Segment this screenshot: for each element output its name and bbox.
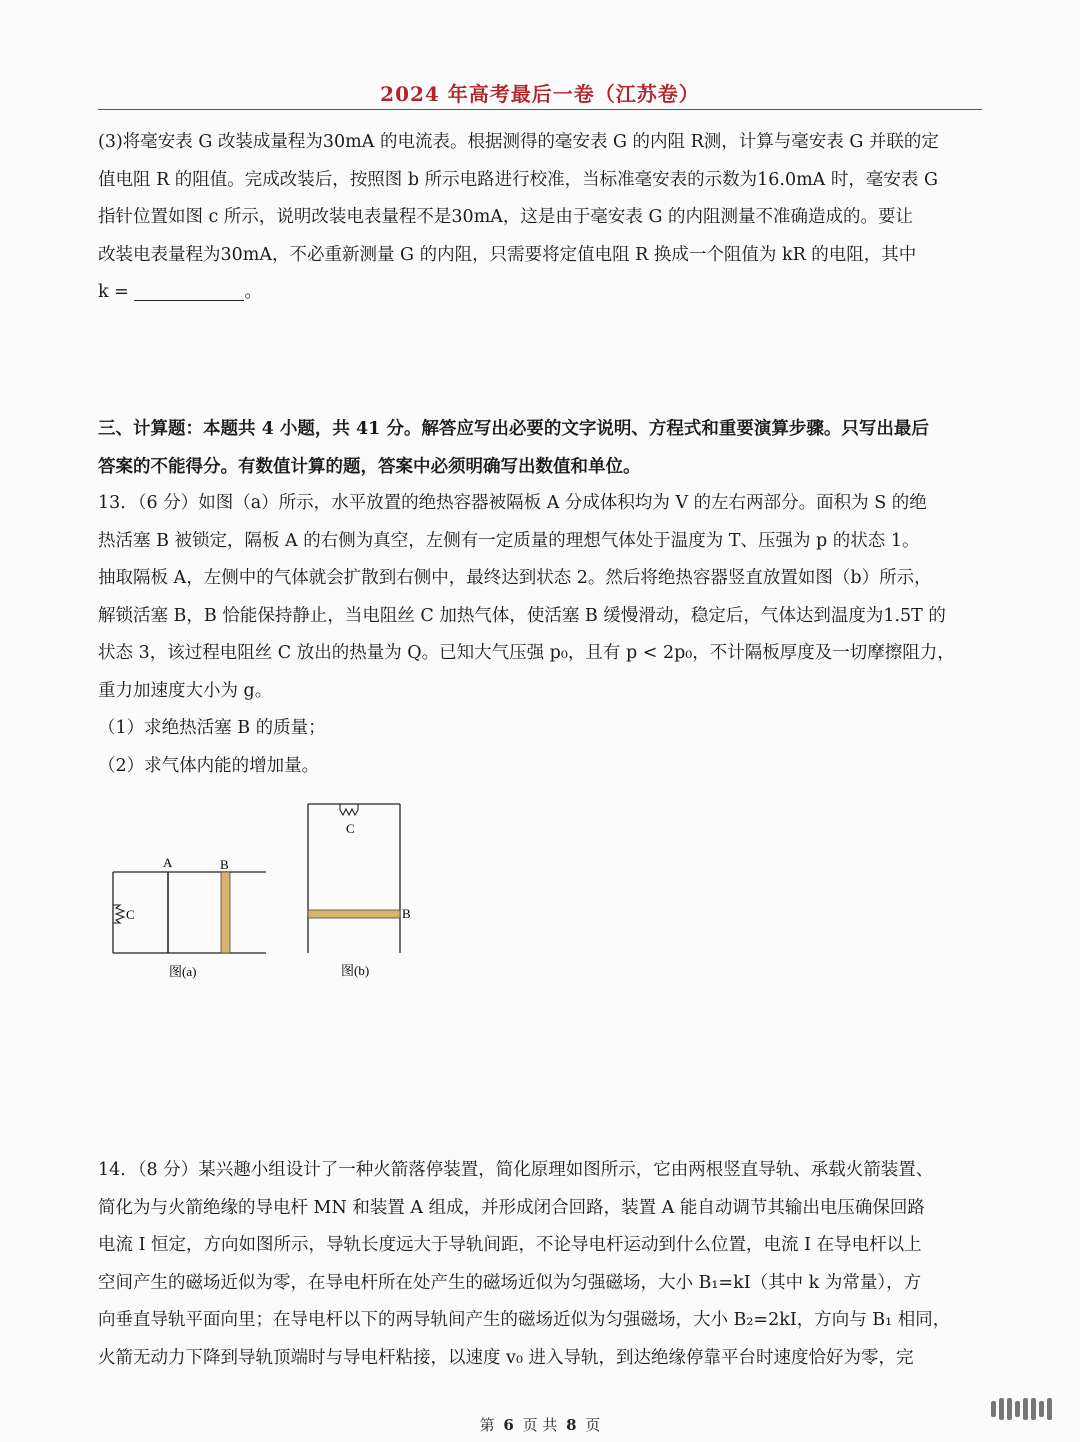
- text-line: 改装电表量程为30mA，不必重新测量 G 的内阻，只需要将定值电阻 R 换成一个阻值为 kR 的电阻，其中: [98, 244, 917, 265]
- text-line: 重力加速度大小为 g。: [98, 680, 273, 701]
- page-header-title: 2024 年高考最后一卷（江苏卷）: [380, 82, 700, 106]
- figure-a-label-b: B: [220, 857, 229, 872]
- question-14: [98, 1152, 986, 1377]
- text-line: (3)将毫安表 G 改装成量程为30mA 的电流表。根据测得的毫安表 G 的内阻 R测，计算与毫安表 G 并联的定: [98, 132, 939, 152]
- text-line: 答案的不能得分。有数值计算的题，答案中必须明确写出数值和单位。: [98, 456, 641, 477]
- figure-a-caption: 图(a): [169, 964, 197, 979]
- text-line: 简化为与火箭绝缘的导电杆 MN 和装置 A 组成，并形成闭合回路，装置 A 能自动调节其输出电压确保回路: [98, 1197, 925, 1218]
- text-line: 13．（6 分）如图（a）所示，水平放置的绝热容器被隔板 A 分成体积均为 V 的左右两部分。面积为 S 的绝: [98, 493, 927, 513]
- text-line: （1）求绝热活塞 B 的质量；: [98, 718, 326, 738]
- footer-page-number: 6: [503, 1416, 514, 1434]
- figure-b-label-c: C: [346, 821, 355, 836]
- text-line: 14．（8 分）某兴趣小组设计了一种火箭落停装置，简化原理如图所示，它由两根竖直导轨、承载火箭装置、: [98, 1160, 934, 1180]
- answer-line: [98, 274, 986, 312]
- figure-b-label-b: B: [402, 906, 411, 921]
- text-line: （2）求气体内能的增加量。: [98, 755, 320, 776]
- text-line: 热活塞 B 被锁定，隔板 A 的右侧为真空，左侧有一定质量的理想气体处于温度为 T、压强为 p 的状态 1。: [98, 530, 920, 551]
- text-line: 指针位置如图 c 所示，说明改装电表量程不是30mA，这是由于毫安表 G 的内阻测量不准确造成的。要让: [98, 207, 914, 227]
- footer-total-pages: 8: [566, 1416, 577, 1434]
- text-line: 解锁活塞 B，B 恰能保持静止，当电阻丝 C 加热气体，使活塞 B 缓慢滑动，稳定后，气体达到温度为1.5T 的: [98, 605, 946, 626]
- text-line: 电流 I 恒定，方向如图所示，导轨长度远大于导轨间距，不论导电杆运动到什么位置，电流 I 在导电杆以上: [98, 1235, 922, 1255]
- text-line: 三、计算题：本题共 4 小题，共 41 分。解答应写出必要的文字说明、方程式和重要演算步骤。只写出最后: [98, 419, 929, 439]
- watermark-bars-icon: [988, 1398, 1052, 1424]
- answer-suffix: 。: [244, 282, 262, 302]
- figure-a-label-c: C: [126, 907, 135, 922]
- header-divider: [98, 109, 982, 110]
- footer-prefix: 第: [479, 1416, 495, 1434]
- text-line: 向垂直导轨平面向里；在导电杆以下的两导轨间产生的磁场近似为匀强磁场，大小 B₂=2kI，方向与 B₁ 相同，: [98, 1310, 951, 1330]
- text-line: 火箭无动力下降到导轨顶端时与导电杆粘接，以速度 v₀ 进入导轨，到达绝缘停靠平台时速度恰好为零，完: [98, 1347, 914, 1368]
- section-3-instructions: [98, 411, 986, 486]
- question-12-part3: [98, 124, 986, 312]
- answer-prefix: k =: [98, 282, 129, 302]
- figure-a-label-a: A: [163, 855, 173, 870]
- page-footer: [0, 1414, 1080, 1435]
- footer-suffix: 页: [585, 1416, 601, 1434]
- figure-a: [100, 850, 275, 985]
- text-line: 空间产生的磁场近似为零，在导电杆所在处产生的磁场近似为匀强磁场，大小 B₁=kI（其中 k 为常量），方: [98, 1272, 922, 1293]
- text-line: 值电阻 R 的阻值。完成改装后，按照图 b 所示电路进行校准，当标准毫安表的示数为16.0mA 时，毫安表 G: [98, 169, 938, 190]
- figure-b-caption: 图(b): [341, 963, 370, 978]
- figure-b: [300, 796, 425, 986]
- text-line: 状态 3，该过程电阻丝 C 放出的热量为 Q。已知大气压强 p₀，且有 p < 2p₀，不计隔板厚度及一切摩擦阻力，: [98, 643, 955, 663]
- question-13: [98, 485, 986, 785]
- answer-blank: [134, 278, 244, 301]
- text-line: 抽取隔板 A，左侧中的气体就会扩散到右侧中，最终达到状态 2。然后将绝热容器竖直放置如图（b）所示，: [98, 568, 932, 588]
- footer-middle: 页 共: [522, 1416, 558, 1434]
